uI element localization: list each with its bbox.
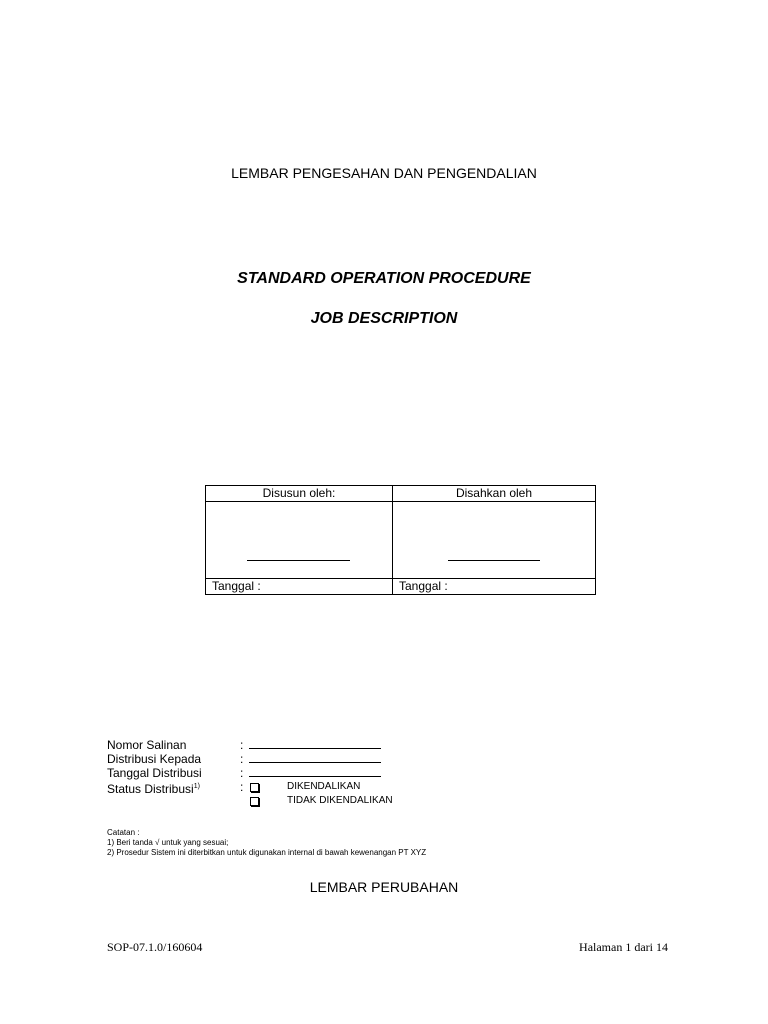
prepared-by-signature-cell bbox=[206, 502, 393, 579]
note-item-2: 2) Prosedur Sistem ini diterbitkan untuk digunakan internal di bawah kewenangan PT XYZ bbox=[107, 848, 427, 857]
controlled-label: DIKENDALIKAN bbox=[287, 781, 361, 792]
info-row-distribution-status: Status Distribusi$^{1)}$ : DIKENDALIKAN bbox=[107, 780, 361, 796]
info-row-copy-number: Nomor Salinan : bbox=[107, 738, 407, 752]
prepared-by-date: Tanggal : bbox=[206, 579, 393, 595]
distribution-status-label: Status Distribusi$^{1)}$ bbox=[107, 782, 200, 796]
page-number: Halaman 1 dari 14 bbox=[579, 940, 668, 954]
sub-title: JOB DESCRIPTION bbox=[310, 310, 458, 327]
copy-number-field bbox=[249, 748, 381, 749]
checkbox-uncontrolled[interactable] bbox=[250, 797, 259, 806]
info-row-distribution-date: Tanggal Distribusi : bbox=[107, 766, 407, 780]
header-title: LEMBAR PENGESAHAN DAN PENGENDALIAN bbox=[231, 165, 537, 181]
main-title: STANDARD OPERATION PROCEDURE bbox=[237, 270, 531, 287]
distribution-date-field bbox=[249, 776, 381, 777]
note-item-1: 1) Beri tanda √ untuk yang sesuai; bbox=[107, 838, 229, 847]
prepared-by-header: Disusun oleh: bbox=[206, 486, 393, 502]
distribution-to-label: Distribusi Kepada bbox=[107, 752, 202, 766]
distribution-info bbox=[107, 738, 407, 808]
approval-table bbox=[205, 485, 596, 595]
info-row-uncontrolled bbox=[107, 794, 407, 808]
approved-by-date: Tanggal : bbox=[393, 579, 596, 595]
footer-title: LEMBAR PERUBAHAN bbox=[309, 879, 459, 895]
copy-number-label: Nomor Salinan bbox=[107, 738, 187, 752]
prepared-by-signature-line bbox=[247, 560, 350, 561]
distribution-to-field bbox=[249, 762, 381, 763]
approved-by-header: Disahkan oleh bbox=[393, 486, 596, 502]
info-row-distribution-to: Distribusi Kepada : bbox=[107, 752, 407, 766]
notes bbox=[107, 828, 426, 858]
approved-by-signature-line bbox=[448, 560, 540, 561]
document-code: SOP-07.1.0/160604 bbox=[107, 940, 203, 954]
checkbox-controlled[interactable] bbox=[250, 783, 259, 792]
distribution-date-label: Tanggal Distribusi bbox=[107, 766, 202, 780]
uncontrolled-label: TIDAK DIKENDALIKAN bbox=[287, 795, 393, 806]
notes-heading: Catatan : bbox=[107, 828, 140, 837]
approved-by-signature-cell bbox=[393, 502, 596, 579]
